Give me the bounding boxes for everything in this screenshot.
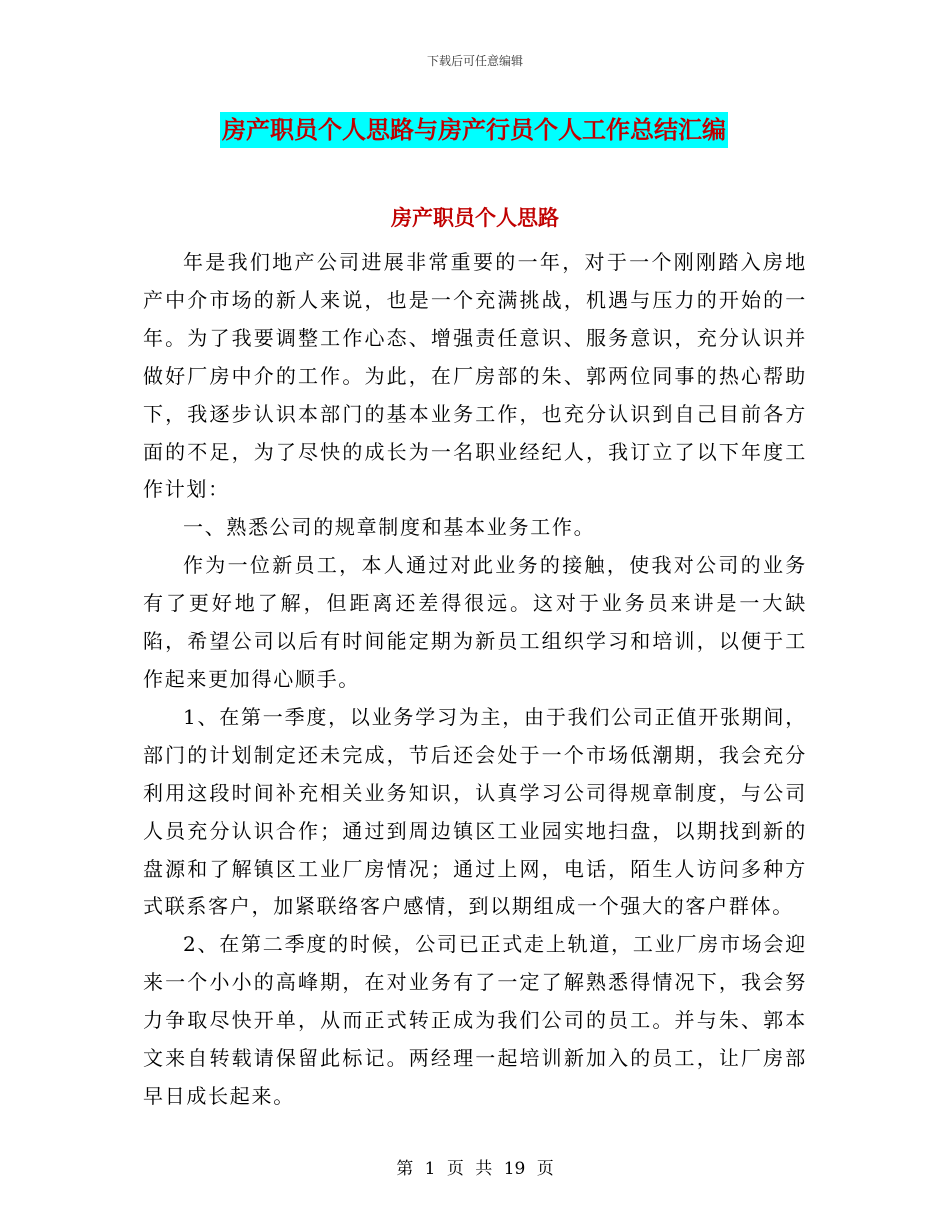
document-body <box>143 244 807 1116</box>
section-title: 房产职员个人思路 <box>391 205 559 230</box>
paragraph-q1-plan: 1、在第一季度，以业务学习为主，由于我们公司正值开张期间，部门的计划制定还未完成，节后还会处于一个市场低潮期，我会充分利用这段时间补充相关业务知识，认真学习公司得规章制度，与公司人员充分认识合作；通过到周边镇区工业园实地扫盘，以期找到新的盘源和了解镇区工业厂房情况；通过上网，电话，陌生人访问多种方式联系客户，加紧联络客户感情，到以期组成一个强大的客户群体。 <box>143 704 807 919</box>
header-note: 下载后可任意编辑 <box>426 54 523 68</box>
paragraph-new-employee: 作为一位新员工，本人通过对此业务的接触，使我对公司的业务有了更好地了解，但距离还差得很远。这对于业务员来讲是一大缺陷，希望公司以后有时间能定期为新员工组织学习和培训，以便于工作起来更加得心顺手。 <box>143 553 807 691</box>
paragraph-q2-plan: 2、在第二季度的时候，公司已正式走上轨道，工业厂房市场会迎来一个小小的高峰期，在对业务有了一定了解熟悉得情况下，我会努力争取尽快开单，从而正式转正成为我们公司的员工。并与朱、郭本文来自转载请保留此标记。两经理一起培训新加入的员工，让厂房部早日成长起来。 <box>143 932 807 1108</box>
document-title: 房产职员个人思路与房产行员个人工作总结汇编 <box>220 112 728 148</box>
paragraph-heading-1: 一、熟悉公司的规章制度和基本业务工作。 <box>183 515 596 540</box>
page-number-footer: 第 1 页 共 19 页 <box>396 1159 554 1179</box>
paragraph-intro: 年是我们地产公司进展非常重要的一年，对于一个刚刚踏入房地产中介市场的新人来说，也是一个充满挑战，机遇与压力的开始的一年。为了我要调整工作心态、增强责任意识、服务意识，充分认识并做好厂房中介的工作。为此，在厂房部的朱、郭两位同事的热心帮助下，我逐步认识本部门的基本业务工作，也充分认识到自己目前各方面的不足，为了尽快的成长为一名职业经纪人，我订立了以下年度工作计划： <box>143 250 807 502</box>
